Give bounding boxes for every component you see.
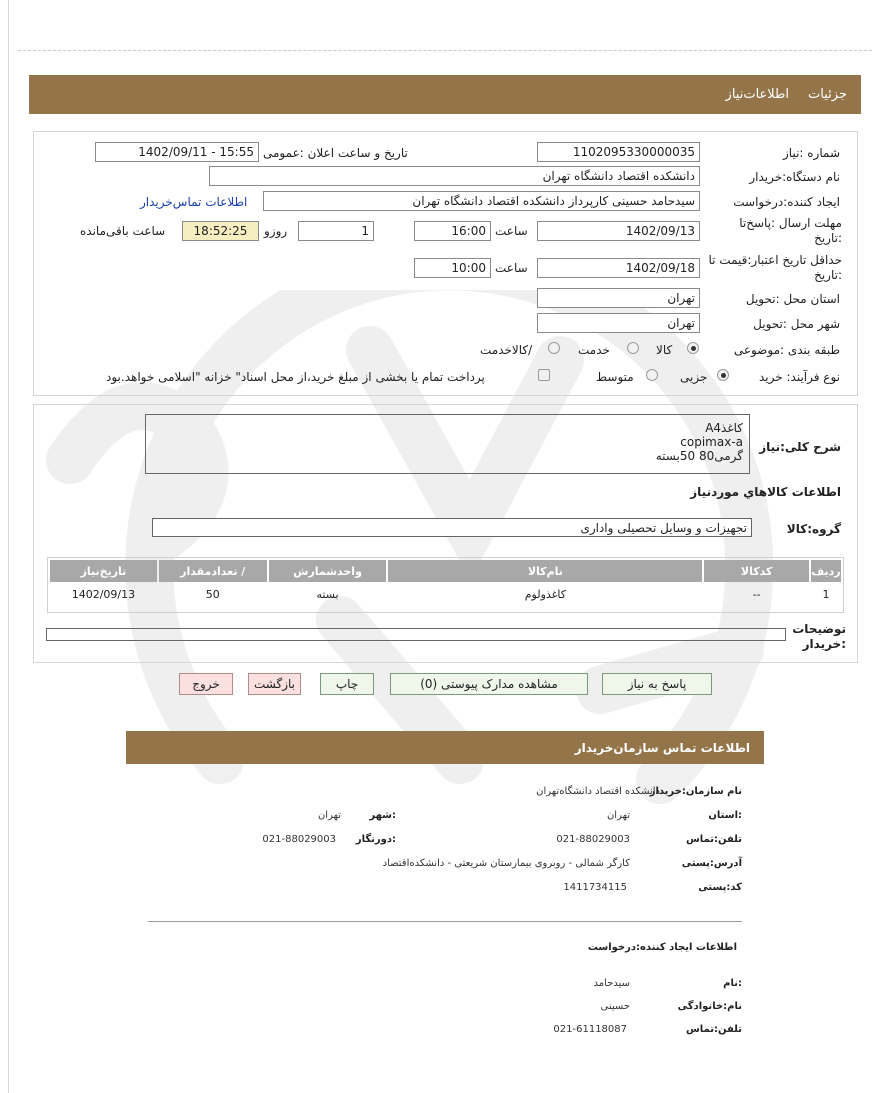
address-value: کارگر شمالی - روبروی بیمارستان شریعتی - دانشکده‌اقتصاد	[382, 858, 630, 869]
announce-label: تاریخ و ساعت اعلان :عمومی	[263, 146, 408, 160]
send-deadline-time: 16:00	[414, 221, 491, 241]
postal-code-label: کد:پستی	[698, 882, 742, 893]
days-field: 1	[298, 221, 374, 241]
creator-label: ایجاد کننده:درخواست	[733, 195, 840, 209]
buyer-org-field: دانشکده اقتصاد دانشگاه تهران	[209, 166, 700, 186]
price-valid-time-label: ساعت	[495, 261, 528, 275]
send-deadline-label: مهلت ارسال :پاسخ‌تا :تاریخ	[739, 216, 842, 245]
table-row	[50, 584, 841, 604]
cell-code: --	[752, 587, 761, 601]
org-name-value: دانشکده اقتصاد دانشگاه‌تهران	[536, 786, 660, 797]
buyer-org-label: نام دستگاه:خریدار	[749, 170, 840, 184]
city-field: تهران	[537, 313, 700, 333]
goods-table-wrap	[47, 557, 844, 613]
cell-name: کاغذ‌ولوم	[524, 587, 567, 601]
city-info-label: :شهر	[369, 810, 396, 821]
description-line-3: گرمی80 50بسته	[655, 449, 743, 463]
goods-group-label: گروه:کالا	[786, 522, 841, 536]
need-number-field: 1102095330000035	[537, 142, 700, 162]
send-deadline-time-label: ساعت	[495, 224, 528, 238]
description-box	[145, 414, 750, 474]
fax-label: :دورنگار	[355, 834, 396, 845]
send-deadline-date: 1402/09/13	[537, 221, 700, 241]
col-date: تاریخ‌نیاز	[50, 560, 157, 582]
creator-name-label: :نام	[723, 978, 742, 989]
creator-name-value: سیدحامد	[593, 978, 630, 989]
cell-qty: 50	[205, 587, 220, 601]
buyer-contact-link[interactable]: اطلاعات تماس‌خریدار	[140, 195, 248, 209]
phone-value: 021-88029003	[556, 834, 630, 845]
print-button[interactable]: چاپ	[320, 673, 374, 695]
postal-code-value: 1411734115	[563, 882, 627, 893]
col-unit: واحدشمارش	[269, 560, 387, 582]
creator-family-value: حسینی	[600, 1001, 630, 1012]
province-info-value: تهران	[606, 810, 630, 821]
left-border	[8, 0, 9, 1093]
buyer-notes-field	[46, 628, 786, 641]
contact-title: اطلاعات تماس سازمان‌خریدار	[574, 741, 750, 755]
creator-field: سیدحامد حسینی کارپرداز دانشکده اقتصاد دانشگاه تهران	[263, 191, 700, 211]
details-header	[29, 75, 861, 114]
province-info-label: :استان	[708, 810, 742, 821]
purchase-minor-radio[interactable]	[717, 369, 729, 381]
treasury-checkbox[interactable]	[538, 369, 550, 381]
col-code: کدکالا	[704, 560, 809, 582]
announce-field: 1402/09/11 - 15:55	[95, 142, 259, 162]
tab-details[interactable]: جزئیات	[808, 87, 847, 102]
creator-phone-value: 021-61118087	[553, 1024, 627, 1035]
creator-family-label: نام:خانوادگی	[677, 1001, 742, 1012]
price-valid-time: 10:00	[414, 258, 491, 278]
cell-date: 1402/09/13	[71, 587, 136, 601]
treasury-note: پرداخت تمام یا بخشی از مبلغ خرید،از محل اسناد" خزانه "اسلامی خواهد.بود	[106, 370, 485, 384]
days-label: روزو	[264, 224, 288, 238]
tab-need-info[interactable]: اطلاعات‌نیاز	[725, 87, 789, 102]
view-docs-button[interactable]: مشاهده مدارک پیوستی (0)	[390, 673, 588, 695]
city-info-value: تهران	[317, 810, 341, 821]
price-valid-label: حداقل تاریخ اعتبار:قیمت تا :تاریخ	[708, 253, 842, 282]
cell-unit: بسته	[316, 587, 339, 601]
purchase-minor-label: جزیی	[680, 370, 708, 384]
phone-label: تلفن:تماس	[685, 834, 742, 845]
back-button[interactable]: بازگشت	[248, 673, 301, 695]
col-row: ردیف	[811, 560, 841, 582]
creator-info-title: اطلاعات ایجاد کننده:درخواست	[587, 942, 737, 953]
category-service-radio[interactable]	[627, 342, 639, 354]
contact-divider	[148, 921, 742, 922]
province-field: تهران	[537, 288, 700, 308]
buyer-notes-label: توضیحات :خریدار	[792, 622, 846, 651]
purchase-medium-label: متوسط	[596, 370, 634, 384]
goods-group-field: تجهیزات و وسایل تحصیلی واداری	[152, 518, 752, 537]
col-qty: / تعدادمقدار	[159, 560, 267, 582]
reply-button[interactable]: پاسخ به نیاز	[602, 673, 712, 695]
purchase-medium-radio[interactable]	[646, 369, 658, 381]
remaining-label: ساعت باقی‌مانده	[80, 224, 166, 238]
city-label: شهر محل :تحویل	[753, 317, 840, 331]
need-number-label: شماره :نیاز	[783, 146, 840, 160]
description-line-2: copimax-a	[680, 435, 743, 449]
price-valid-date: 1402/09/18	[537, 258, 700, 278]
cell-row: 1	[822, 587, 830, 601]
contact-header	[126, 731, 764, 764]
remaining-timer: 18:52:25	[182, 221, 259, 241]
col-name: نام‌کالا	[388, 560, 702, 582]
description-label: شرح کلی:نیاز	[759, 440, 841, 454]
exit-button[interactable]: خروج	[179, 673, 233, 695]
category-goods-label: کالا	[656, 343, 673, 357]
category-goods-radio[interactable]	[687, 342, 699, 354]
category-service-label: خدمت	[578, 343, 610, 357]
purchase-type-label: نوع فرآیند: خرید	[759, 370, 840, 384]
address-label: آدرس:پستی	[681, 858, 742, 869]
fax-value: 021-88029003	[262, 834, 336, 845]
creator-phone-label: تلفن:تماس	[685, 1024, 742, 1035]
category-label: طبقه بندی :موضوعی	[733, 343, 840, 357]
top-divider	[18, 50, 872, 51]
goods-table	[48, 558, 843, 606]
org-name-label: نام سازمان:خریدار	[649, 786, 742, 797]
category-goods-service-radio[interactable]	[548, 342, 560, 354]
goods-title: اطلاعات کالاهاي موردنياز	[690, 485, 841, 499]
description-line-1: کاغذA4	[705, 421, 743, 435]
province-label: استان محل :تحویل	[745, 292, 840, 306]
category-goods-service-label: /کالاخدمت	[480, 343, 533, 357]
